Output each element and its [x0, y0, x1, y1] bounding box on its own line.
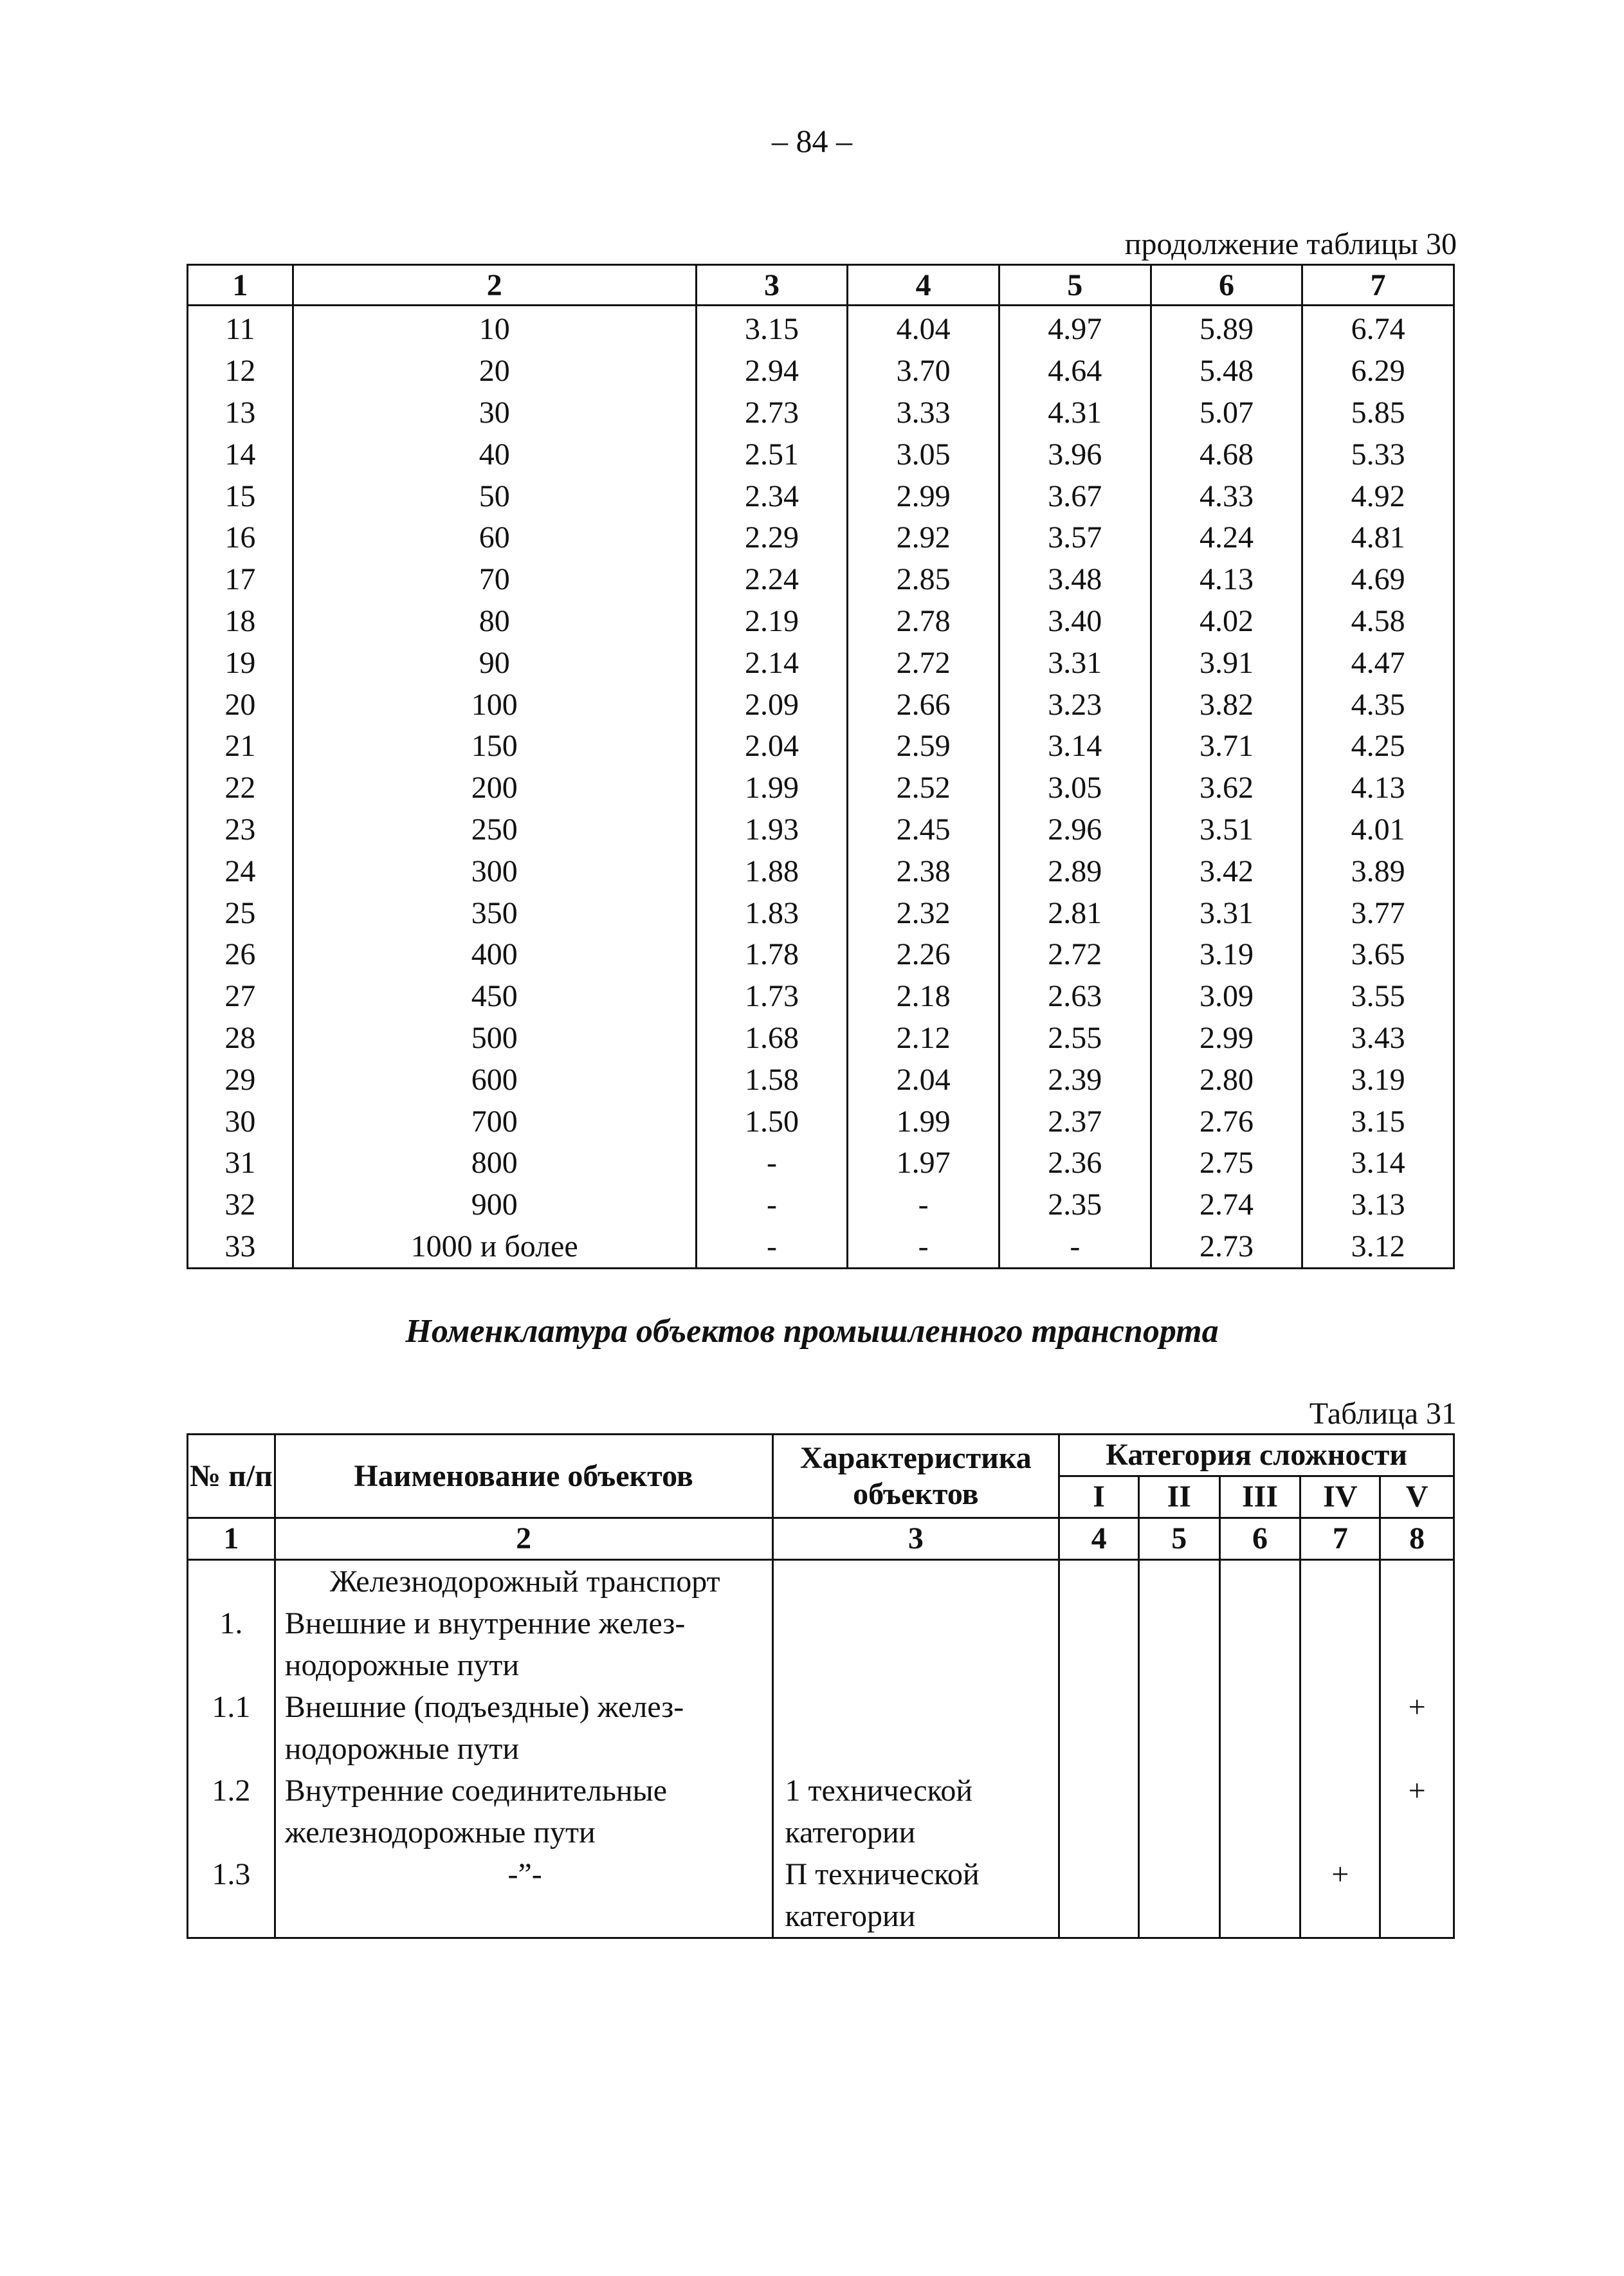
column-number: 4	[1059, 1518, 1139, 1560]
table-cell: 4.24	[1151, 517, 1302, 559]
table-cell: 900	[293, 1184, 696, 1226]
table-cell: 5.48	[1151, 351, 1302, 392]
column-number: 3	[772, 1518, 1059, 1560]
column-number: 6	[1219, 1518, 1300, 1560]
row-characteristics	[772, 1602, 1059, 1686]
table-row	[188, 976, 1454, 1018]
table-cell: 3.19	[1302, 1059, 1454, 1101]
table-cell: 32	[188, 1184, 293, 1226]
table-cell: 2.37	[999, 1101, 1151, 1143]
table-cell: 26	[188, 934, 293, 976]
table-cell: 2.73	[1151, 1226, 1302, 1269]
table-cell: 250	[293, 809, 696, 851]
table-cell: 19	[188, 642, 293, 684]
table-cell: 2.52	[848, 767, 999, 809]
row-number: 1.1	[188, 1686, 275, 1770]
header-characteristics: Характеристика объектов	[772, 1435, 1059, 1518]
table-cell: 2.74	[1151, 1184, 1302, 1226]
table-cell: 3.91	[1151, 642, 1302, 684]
table-cell: 1.78	[696, 934, 848, 976]
table-cell: 2.99	[1151, 1018, 1302, 1060]
table-cell: 3.05	[848, 434, 999, 475]
table-cell: 31	[188, 1143, 293, 1184]
table-cell: -	[848, 1226, 999, 1269]
table-cell: 12	[188, 351, 293, 392]
table-row	[188, 726, 1454, 767]
table-cell: 2.66	[848, 684, 999, 726]
table-cell: 70	[293, 559, 696, 601]
table-cell: 3.57	[999, 517, 1151, 559]
table-cell: 3.51	[1151, 809, 1302, 851]
row-category-cell	[1380, 1602, 1454, 1686]
table-30-header-row	[188, 265, 1454, 306]
table-cell: 1.99	[696, 767, 848, 809]
table-cell: 29	[188, 1059, 293, 1101]
table-cell: 3.19	[1151, 934, 1302, 976]
table-cell: 3.14	[999, 726, 1151, 767]
table-cell: 16	[188, 517, 293, 559]
table-cell: 4.35	[1302, 684, 1454, 726]
row-number	[188, 1560, 275, 1603]
table-row	[188, 1018, 1454, 1060]
table-cell: 2.80	[1151, 1059, 1302, 1101]
row-characteristics	[772, 1686, 1059, 1770]
table-cell: 2.19	[696, 601, 848, 643]
table-cell: 5.85	[1302, 392, 1454, 434]
table-cell: 700	[293, 1101, 696, 1143]
row-category-cell	[1219, 1560, 1300, 1603]
table-31-header-row	[188, 1435, 1454, 1476]
header-category: Категория сложности	[1059, 1435, 1454, 1476]
table-cell: 2.32	[848, 892, 999, 934]
table-cell: 17	[188, 559, 293, 601]
column-number: 7	[1300, 1518, 1380, 1560]
row-number: 1.3	[188, 1853, 275, 1938]
table-cell: 28	[188, 1018, 293, 1060]
table-cell: 50	[293, 475, 696, 517]
row-category-cell	[1059, 1686, 1139, 1770]
table-cell: 2.63	[999, 976, 1151, 1018]
table-30-header-cell: 2	[293, 265, 696, 306]
table-cell: 3.96	[999, 434, 1151, 475]
row-characteristics	[772, 1560, 1059, 1603]
row-name: Внешние и внутренние желез-нодорожные пути	[275, 1602, 772, 1686]
table-cell: 11	[188, 306, 293, 351]
table-cell: 21	[188, 726, 293, 767]
header-level: IV	[1300, 1476, 1380, 1518]
table-cell: 200	[293, 767, 696, 809]
table-cell: 20	[188, 684, 293, 726]
table-cell: 23	[188, 809, 293, 851]
header-level: III	[1219, 1476, 1300, 1518]
page-number: – 84 –	[772, 123, 852, 159]
table-cell: 3.31	[1151, 892, 1302, 934]
table-cell: 1000 и более	[293, 1226, 696, 1269]
table-cell: -	[696, 1184, 848, 1226]
table-cell: 4.64	[999, 351, 1151, 392]
table-cell: 4.58	[1302, 601, 1454, 643]
table-row	[188, 601, 1454, 643]
column-number: 2	[275, 1518, 772, 1560]
table-cell: 2.38	[848, 850, 999, 892]
row-category-cell: +	[1380, 1686, 1454, 1770]
table-cell: 10	[293, 306, 696, 351]
row-number: 1.2	[188, 1770, 275, 1853]
row-category-cell	[1219, 1770, 1300, 1853]
table-cell: 3.40	[999, 601, 1151, 643]
row-category-cell	[1138, 1602, 1219, 1686]
table-row	[188, 642, 1454, 684]
header-level: I	[1059, 1476, 1139, 1518]
row-category-cell: +	[1380, 1770, 1454, 1853]
table-cell: 600	[293, 1059, 696, 1101]
table-cell: 3.12	[1302, 1226, 1454, 1269]
table-31	[187, 1433, 1455, 1939]
table-cell: 3.15	[1302, 1101, 1454, 1143]
row-category-cell	[1380, 1853, 1454, 1938]
section-heading: Номенклатура объектов промышленного транспорта	[405, 1313, 1219, 1350]
table-cell: 3.65	[1302, 934, 1454, 976]
table-cell: 1.68	[696, 1018, 848, 1060]
table-row	[188, 934, 1454, 976]
table-row	[188, 1226, 1454, 1269]
table-cell: 2.92	[848, 517, 999, 559]
table-cell: 14	[188, 434, 293, 475]
table-30-caption: продолжение таблицы 30	[1124, 227, 1457, 261]
row-category-cell	[1300, 1686, 1380, 1770]
table-cell: 4.13	[1151, 559, 1302, 601]
table-cell: 1.99	[848, 1101, 999, 1143]
row-name: -”-	[275, 1853, 772, 1938]
table-cell: 80	[293, 601, 696, 643]
header-level: V	[1380, 1476, 1454, 1518]
table-cell: 2.26	[848, 934, 999, 976]
table-cell: -	[696, 1226, 848, 1269]
table-row	[188, 850, 1454, 892]
table-cell: 4.02	[1151, 601, 1302, 643]
table-cell: 450	[293, 976, 696, 1018]
table-row	[188, 434, 1454, 475]
table-cell: 3.09	[1151, 976, 1302, 1018]
table-cell: 4.31	[999, 392, 1151, 434]
column-number: 8	[1380, 1518, 1454, 1560]
row-category-cell	[1219, 1686, 1300, 1770]
header-name: Наименование объектов	[275, 1435, 772, 1518]
table-cell: 2.18	[848, 976, 999, 1018]
table-cell: 1.93	[696, 809, 848, 851]
table-cell: 4.25	[1302, 726, 1454, 767]
table-cell: 30	[188, 1101, 293, 1143]
table-cell: 2.12	[848, 1018, 999, 1060]
table-cell: 4.68	[1151, 434, 1302, 475]
table-cell: 27	[188, 976, 293, 1018]
table-30-header-cell: 7	[1302, 265, 1454, 306]
table-cell: -	[848, 1184, 999, 1226]
table-cell: 1.88	[696, 850, 848, 892]
header-level: II	[1138, 1476, 1219, 1518]
table-cell: 3.05	[999, 767, 1151, 809]
table-cell: 33	[188, 1226, 293, 1269]
table-cell: 150	[293, 726, 696, 767]
table-row	[188, 684, 1454, 726]
table-cell: 24	[188, 850, 293, 892]
row-category-cell	[1300, 1602, 1380, 1686]
table-cell: 4.01	[1302, 809, 1454, 851]
table-cell: 2.04	[696, 726, 848, 767]
table-cell: 2.14	[696, 642, 848, 684]
table-cell: 2.96	[999, 809, 1151, 851]
table-cell: 3.82	[1151, 684, 1302, 726]
table-row	[188, 559, 1454, 601]
row-name: Внешние (подъездные) желез-нодорожные пути	[275, 1686, 772, 1770]
table-cell: 1.73	[696, 976, 848, 1018]
row-category-cell	[1219, 1853, 1300, 1938]
table-30-header-cell: 4	[848, 265, 999, 306]
table-row	[188, 809, 1454, 851]
table-cell: 2.55	[999, 1018, 1151, 1060]
row-name: Внутренние соединительные железнодорожные пути	[275, 1770, 772, 1853]
row-category-cell: +	[1300, 1853, 1380, 1938]
table-cell: 3.62	[1151, 767, 1302, 809]
table-31-column-numbers-row	[188, 1518, 1454, 1560]
table-row	[188, 1184, 1454, 1226]
table-cell: 2.73	[696, 392, 848, 434]
table-cell: 3.43	[1302, 1018, 1454, 1060]
table-row	[188, 1560, 1454, 1603]
table-cell: 15	[188, 475, 293, 517]
table-cell: 800	[293, 1143, 696, 1184]
row-category-cell	[1059, 1560, 1139, 1603]
table-cell: 400	[293, 934, 696, 976]
row-name: Железнодорожный транспорт	[275, 1560, 772, 1603]
table-cell: 3.42	[1151, 850, 1302, 892]
table-row	[188, 1770, 1454, 1853]
row-category-cell	[1059, 1602, 1139, 1686]
table-cell: 2.09	[696, 684, 848, 726]
table-cell: 4.97	[999, 306, 1151, 351]
row-category-cell	[1138, 1770, 1219, 1853]
table-row	[188, 475, 1454, 517]
table-cell: 3.55	[1302, 976, 1454, 1018]
table-cell: 100	[293, 684, 696, 726]
table-cell: 6.74	[1302, 306, 1454, 351]
table-row	[188, 517, 1454, 559]
table-cell: 4.81	[1302, 517, 1454, 559]
column-number: 1	[188, 1518, 275, 1560]
table-cell: 2.72	[999, 934, 1151, 976]
table-cell: 2.29	[696, 517, 848, 559]
table-cell: 3.48	[999, 559, 1151, 601]
table-cell: 22	[188, 767, 293, 809]
table-cell: 60	[293, 517, 696, 559]
column-number: 5	[1138, 1518, 1219, 1560]
header-num: № п/п	[188, 1435, 275, 1518]
table-cell: 2.99	[848, 475, 999, 517]
table-cell: 1.58	[696, 1059, 848, 1101]
table-cell: 4.47	[1302, 642, 1454, 684]
table-row	[188, 1853, 1454, 1938]
table-cell: 2.04	[848, 1059, 999, 1101]
table-cell: 4.04	[848, 306, 999, 351]
table-cell: 2.85	[848, 559, 999, 601]
table-30	[187, 264, 1455, 1269]
row-category-cell	[1059, 1770, 1139, 1853]
table-cell: 3.15	[696, 306, 848, 351]
table-cell: 3.77	[1302, 892, 1454, 934]
table-row	[188, 1602, 1454, 1686]
table-cell: 1.97	[848, 1143, 999, 1184]
table-cell: 18	[188, 601, 293, 643]
table-cell: 3.70	[848, 351, 999, 392]
table-cell: 2.35	[999, 1184, 1151, 1226]
table-cell: 2.45	[848, 809, 999, 851]
row-category-cell	[1300, 1770, 1380, 1853]
table-cell: 4.69	[1302, 559, 1454, 601]
table-row	[188, 892, 1454, 934]
table-cell: 25	[188, 892, 293, 934]
table-cell: 2.81	[999, 892, 1151, 934]
table-row	[188, 1101, 1454, 1143]
table-cell: 5.89	[1151, 306, 1302, 351]
table-cell: 1.50	[696, 1101, 848, 1143]
table-cell: 13	[188, 392, 293, 434]
table-cell: 2.94	[696, 351, 848, 392]
table-cell: 1.83	[696, 892, 848, 934]
table-cell: 4.33	[1151, 475, 1302, 517]
table-cell: 4.13	[1302, 767, 1454, 809]
row-category-cell	[1300, 1560, 1380, 1603]
row-category-cell	[1380, 1560, 1454, 1603]
table-row	[188, 1059, 1454, 1101]
table-cell: 3.33	[848, 392, 999, 434]
table-cell: 5.33	[1302, 434, 1454, 475]
table-cell: 90	[293, 642, 696, 684]
table-cell: -	[999, 1226, 1151, 1269]
table-cell: 2.89	[999, 850, 1151, 892]
table-cell: 20	[293, 351, 696, 392]
table-cell: 2.51	[696, 434, 848, 475]
table-cell: 3.23	[999, 684, 1151, 726]
row-category-cell	[1138, 1560, 1219, 1603]
table-cell: 3.31	[999, 642, 1151, 684]
row-characteristics: П технической категории	[772, 1853, 1059, 1938]
table-row	[188, 351, 1454, 392]
table-31-caption: Таблица 31	[1309, 1397, 1457, 1431]
table-cell: 2.78	[848, 601, 999, 643]
table-cell: 2.72	[848, 642, 999, 684]
row-category-cell	[1138, 1853, 1219, 1938]
table-cell: 4.92	[1302, 475, 1454, 517]
table-cell: 2.24	[696, 559, 848, 601]
table-cell: -	[696, 1143, 848, 1184]
row-category-cell	[1219, 1602, 1300, 1686]
table-row	[188, 1686, 1454, 1770]
table-cell: 2.39	[999, 1059, 1151, 1101]
table-cell: 3.67	[999, 475, 1151, 517]
table-cell: 500	[293, 1018, 696, 1060]
table-cell: 350	[293, 892, 696, 934]
table-row	[188, 1143, 1454, 1184]
table-cell: 2.76	[1151, 1101, 1302, 1143]
table-cell: 2.34	[696, 475, 848, 517]
table-cell: 2.36	[999, 1143, 1151, 1184]
row-category-cell	[1138, 1686, 1219, 1770]
table-cell: 3.71	[1151, 726, 1302, 767]
table-row	[188, 767, 1454, 809]
row-number: 1.	[188, 1602, 275, 1686]
table-30-header-cell: 5	[999, 265, 1151, 306]
row-characteristics: 1 технической категории	[772, 1770, 1059, 1853]
table-cell: 30	[293, 392, 696, 434]
table-row	[188, 392, 1454, 434]
table-30-header-cell: 3	[696, 265, 848, 306]
table-cell: 3.89	[1302, 850, 1454, 892]
table-cell: 300	[293, 850, 696, 892]
table-cell: 2.75	[1151, 1143, 1302, 1184]
table-cell: 3.13	[1302, 1184, 1454, 1226]
table-30-header-cell: 1	[188, 265, 293, 306]
table-cell: 6.29	[1302, 351, 1454, 392]
row-category-cell	[1059, 1853, 1139, 1938]
table-30-header-cell: 6	[1151, 265, 1302, 306]
table-cell: 3.14	[1302, 1143, 1454, 1184]
table-row	[188, 306, 1454, 351]
table-cell: 40	[293, 434, 696, 475]
table-cell: 2.59	[848, 726, 999, 767]
table-cell: 5.07	[1151, 392, 1302, 434]
